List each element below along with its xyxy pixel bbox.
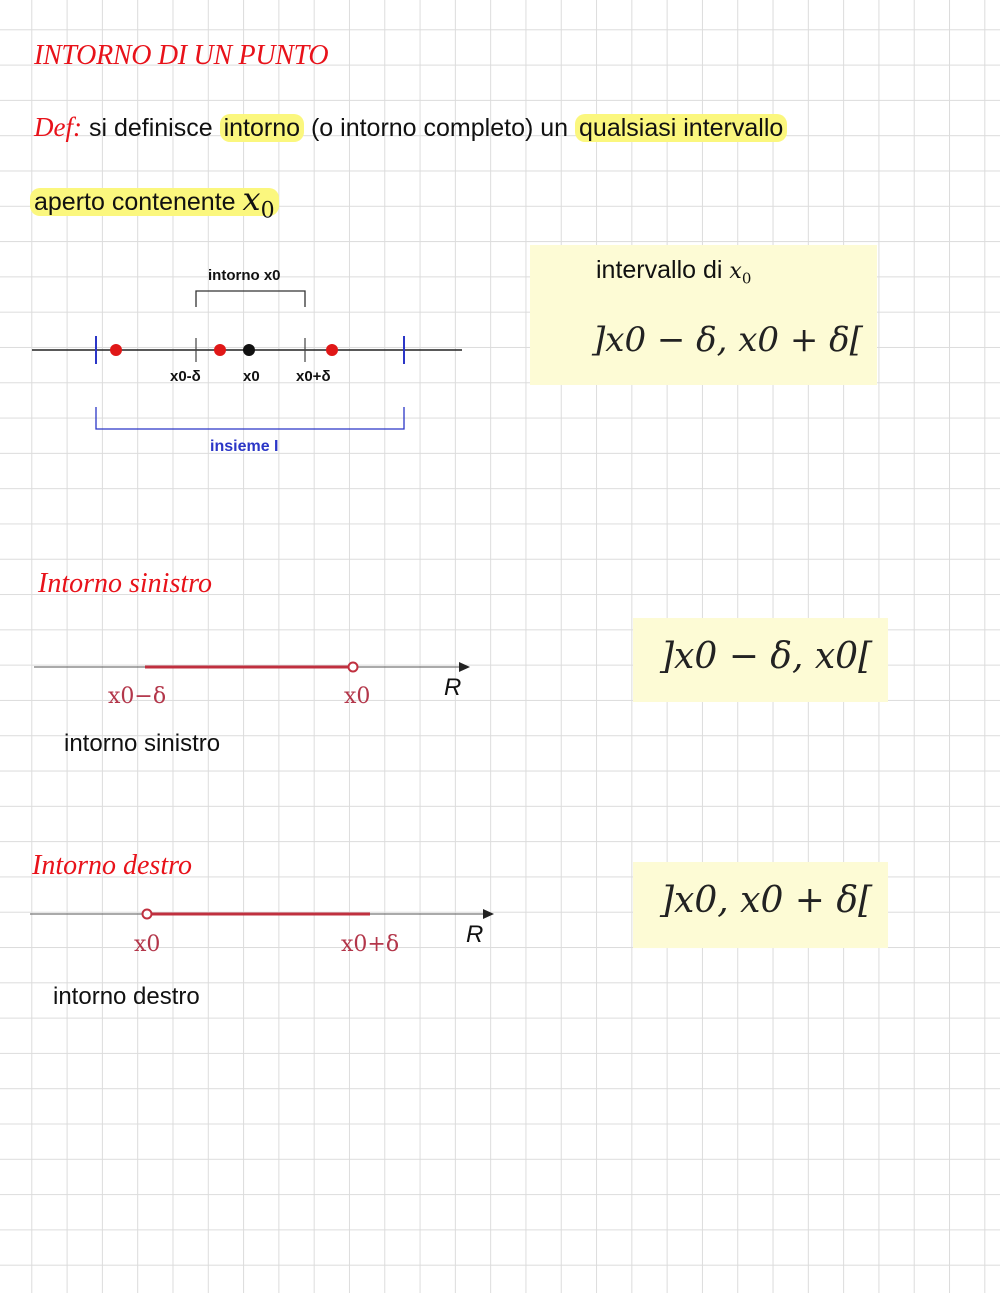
right-axis-arrow-icon bbox=[483, 909, 494, 919]
right-open-endpoint bbox=[143, 910, 152, 919]
right-label-start: x0 bbox=[134, 932, 161, 957]
red-point-3 bbox=[326, 344, 338, 356]
top-bracket bbox=[196, 291, 305, 307]
interval-formula: ]x0 − δ, x0 + δ[ bbox=[592, 320, 863, 360]
left-neighborhood-caption: intorno sinistro bbox=[64, 730, 221, 757]
interval-caption-text: intervallo di bbox=[596, 256, 723, 284]
tick-label-right: x0+δ bbox=[296, 368, 331, 385]
diagram-top-label: intorno x0 bbox=[208, 267, 281, 284]
right-neighborhood-diagram bbox=[30, 909, 494, 957]
definition-label: Def: bbox=[34, 112, 82, 142]
right-neighborhood-formula: ]x0, x0 + δ[ bbox=[660, 880, 873, 921]
set-bracket bbox=[96, 407, 404, 429]
left-neighborhood-diagram bbox=[34, 662, 470, 709]
right-axis-label: R bbox=[466, 921, 484, 948]
left-neighborhood-formula: ]x0 − δ, x0[ bbox=[660, 636, 873, 677]
set-label: insieme I bbox=[210, 438, 279, 455]
left-axis-label: R bbox=[444, 674, 462, 701]
left-open-endpoint bbox=[349, 663, 358, 672]
definition-text-3: aperto contenente bbox=[34, 188, 236, 216]
right-neighborhood-caption: intorno destro bbox=[53, 983, 200, 1010]
left-label-start: x0−δ bbox=[108, 684, 167, 709]
x0-symbol: $x_0$ bbox=[242, 180, 275, 224]
highlight-intorno: intorno bbox=[220, 114, 304, 142]
x0-point bbox=[243, 344, 255, 356]
full-neighborhood-diagram bbox=[32, 267, 462, 455]
highlight-qualsiasi-intervallo: qualsiasi intervallo bbox=[575, 114, 787, 142]
definition-text-1: si definisce bbox=[88, 114, 213, 142]
red-point-1 bbox=[110, 344, 122, 356]
tick-label-left: x0-δ bbox=[170, 368, 201, 385]
left-axis-arrow-icon bbox=[459, 662, 470, 672]
left-label-end: x0 bbox=[344, 684, 371, 709]
right-neighborhood-title: Intorno destro bbox=[32, 850, 192, 881]
right-label-end: x0+δ bbox=[341, 932, 400, 957]
tick-label-center: x0 bbox=[243, 368, 260, 385]
definition-text-2: (o intorno completo) un bbox=[310, 114, 569, 142]
red-point-2 bbox=[214, 344, 226, 356]
left-neighborhood-title: Intorno sinistro bbox=[38, 568, 212, 599]
page-title: INTORNO DI UN PUNTO bbox=[34, 40, 329, 71]
interval-caption-x0: $x_0$ bbox=[729, 259, 752, 288]
